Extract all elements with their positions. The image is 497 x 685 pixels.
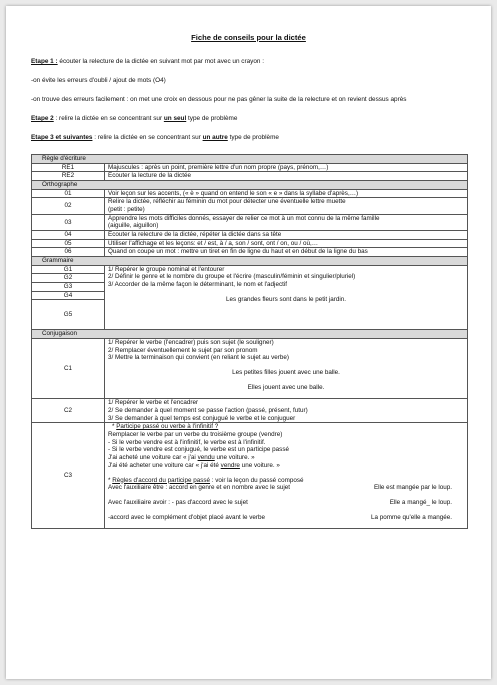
row-code: 04: [32, 231, 105, 240]
row-desc: [105, 189, 468, 198]
conj-c1-example-1: Les petites filles jouent avec une balle.: [232, 369, 340, 377]
advice-table: [31, 154, 468, 529]
etape1-line: [31, 58, 477, 66]
etape3-label: Etape 3 et suivantes: [31, 134, 93, 141]
table-row: [32, 231, 468, 240]
desc-line: 3/ Mettre la terminaison qui convient (en reliant le sujet au verbe): [108, 354, 289, 362]
desc-line: Voir leçon sur les accents, (« è » quand on entend le son « e » dans la syllabe d'après,…): [108, 189, 359, 197]
desc-line: 2/ Définir le genre et le nombre du groupe et l'écrire (masculin/féminin et singulier/pluriel): [108, 273, 356, 281]
desc-line: Majuscules : après un point, première lettre d'un nom propre (pays, prénom,…): [108, 163, 329, 171]
table-row: [32, 189, 468, 198]
cod-example: La pomme qu'elle a mangée.: [370, 513, 452, 521]
pp-title-line: [108, 423, 464, 431]
row-code: G4: [32, 291, 105, 300]
desc-line: 1/ Repérer le groupe nominal et l'entourer: [108, 265, 225, 273]
desc-line: Ecouter la lecture de la dictée: [108, 172, 191, 180]
desc-line: 3/ Se demander à quel temps est conjugué le verbe et le conjuguer: [108, 414, 296, 422]
row-code: 02: [32, 198, 105, 214]
pp-example-a: [108, 454, 464, 462]
row-code: G1: [32, 265, 105, 274]
section-header-conjugaison: Conjugaison: [32, 330, 468, 339]
conj-c3-desc: [105, 423, 468, 529]
etape3-pre: : relire la dictée en se concentrant sur: [92, 134, 203, 141]
ex-a-post: une voiture. »: [214, 454, 255, 462]
row-code: G2: [32, 274, 105, 283]
document-page: [6, 6, 491, 679]
conj-c1-example-2: Elles jouent avec une balle.: [247, 383, 325, 391]
conj-c1-desc: [105, 339, 468, 399]
etape2-line: [31, 115, 477, 123]
etape2-pre: : relire la dictée en se concentrant sur: [53, 115, 164, 122]
desc-line: Ecouter la relecture de la dictée, répéter la dictée dans sa tête: [108, 231, 282, 239]
table-row: [32, 248, 468, 257]
desc-line: - Si le verbe vendre est conjugué, le verbe est un participe passé: [108, 446, 289, 454]
table-row: [32, 265, 468, 274]
pp-title: Participe passé ou verbe à l'infinitif ?: [116, 423, 219, 431]
ex-b-pre: J'ai été acheter une voiture car « j'ai été: [108, 461, 221, 469]
bullet-1: -on évite les erreurs d'oubli / ajout de mots (O4): [31, 77, 166, 84]
section-header-regle: Règle d'écriture: [32, 155, 468, 164]
page-title: Fiche de conseils pour la dictée: [191, 33, 306, 42]
pp-example-b: [108, 462, 464, 470]
desc-line: (aiguille, aiguillon): [108, 222, 159, 230]
etape2-label: Etape 2: [31, 115, 54, 122]
conj-c2-desc: [105, 399, 468, 423]
row-desc: [105, 239, 468, 248]
avoir-rule: Avec l'auxiliaire avoir : - pas d'accord avec le sujet: [108, 498, 248, 506]
table-row: [32, 198, 468, 214]
desc-line: Remplacer le verbe par un verbe du troisième groupe (vendre): [108, 431, 283, 439]
section-header-ortho: Orthographe: [32, 181, 468, 190]
ex-b-verb: vendre: [220, 461, 240, 469]
desc-line: Utiliser l'affichage et les leçons: et / est, à / a, son / sont, ont / on, ou / où,…: [108, 239, 319, 247]
grammar-example: Les grandes fleurs sont dans le petit jardin.: [225, 295, 347, 303]
ex-b-post: une voiture. »: [239, 461, 280, 469]
etape3-line: [31, 134, 477, 142]
table-row: [32, 214, 468, 230]
row-code: 01: [32, 189, 105, 198]
ex-a-pre: J'ai acheté une voiture car « j'ai: [108, 454, 198, 462]
table-row: [32, 423, 468, 529]
table-row: [32, 339, 468, 399]
row-code: RE2: [32, 172, 105, 181]
etape2-emphasis: un seul: [163, 115, 187, 122]
row-desc: [105, 248, 468, 257]
desc-line: 2/ Se demander à quel moment se passe l'action (passé, présent, futur): [108, 407, 308, 415]
table-row: [32, 163, 468, 172]
desc-line: 1/ Repérer le verbe (l'encadrer) puis son sujet (le souligner): [108, 339, 274, 347]
desc-line: 1/ Repérer le verbe et l'encadrer: [108, 399, 199, 407]
row-code: C2: [32, 399, 105, 423]
row-code: C3: [32, 423, 105, 529]
pp-star: *: [112, 423, 117, 431]
desc-line: Relire la dictée, réfléchir au féminin du mot pour détecter une éventuelle lettre muette: [108, 198, 346, 206]
row-desc: [105, 214, 468, 230]
regle-title-line: [108, 477, 464, 485]
regle-post: : voir la leçon du passé composé: [210, 476, 304, 484]
row-desc: [105, 198, 468, 214]
cod-rule: -accord avec le complément d'objet placé avant le verbe: [108, 513, 265, 521]
etape1-text: écouter la relecture de la dictée en suivant mot par mot avec un crayon :: [57, 58, 265, 65]
desc-line: 2/ Remplacer éventuellement le sujet par son pronom: [108, 346, 258, 354]
row-code: 03: [32, 214, 105, 230]
grammar-desc: [105, 265, 468, 330]
desc-line: - Si le verbe vendre est à l'infinitif, le verbe est à l'infinitif.: [108, 438, 266, 446]
avoir-example: Elle a mangé_ le loup.: [389, 498, 452, 506]
row-desc: [105, 163, 468, 172]
ex-a-verb: vendu: [197, 454, 215, 462]
table-row: [32, 239, 468, 248]
row-code: C1: [32, 339, 105, 399]
desc-line: Apprendre les mots difficiles donnés, essayer de relier ce mot à un mot connu de la même famille: [108, 214, 380, 222]
desc-line: 3/ Accorder de la même façon le déterminant, le nom et l'adjectif: [108, 281, 288, 289]
row-code: G3: [32, 283, 105, 292]
etape3-post: type de problème: [227, 134, 279, 141]
regle-star: *: [108, 476, 113, 484]
cod-line: [108, 514, 464, 522]
section-header-grammaire: Grammaire: [32, 257, 468, 266]
etape2-post: type de problème: [186, 115, 238, 122]
row-code: G5: [32, 300, 105, 330]
avoir-line: [108, 499, 464, 507]
regle-title: Règles d'accord du participe passé: [112, 476, 211, 484]
table-row: [32, 172, 468, 181]
row-desc: [105, 231, 468, 240]
bullet-2: -on trouve des erreurs facilement : on met une croix en dessous pour ne pas gêner la suite de la relecture et on revient dessus après: [31, 96, 407, 103]
etre-rule: Avec l'auxiliaire être : accord en genre et en nombre avec le sujet: [108, 484, 291, 492]
etre-line: [108, 484, 464, 492]
desc-line: (petit : petite): [108, 206, 145, 214]
row-code: 06: [32, 248, 105, 257]
row-code: RE1: [32, 163, 105, 172]
etape1-label: Etape 1 :: [31, 58, 58, 65]
etre-example: Elle est mangée par le loup.: [373, 484, 452, 492]
row-desc: [105, 172, 468, 181]
etape3-emphasis: un autre: [202, 134, 228, 141]
table-row: [32, 399, 468, 423]
desc-line: Quand on coupe un mot : mettre un tiret en fin de ligne du haut et en début de la ligne du bas: [108, 248, 368, 256]
row-code: 05: [32, 239, 105, 248]
